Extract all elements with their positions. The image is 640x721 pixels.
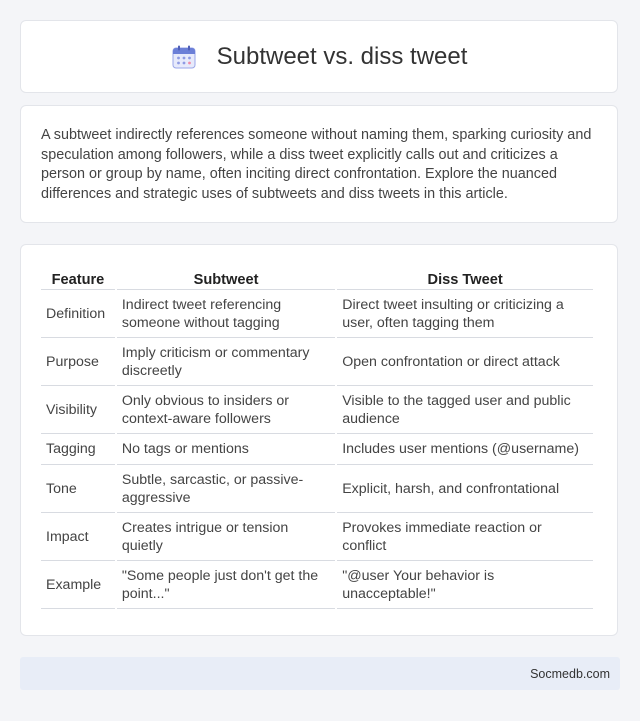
table-header-row — [41, 267, 593, 290]
row-diss-tweet: "@user Your behavior is unacceptable!" — [337, 561, 593, 609]
table-row — [41, 513, 593, 561]
row-feature: Definition — [41, 290, 115, 338]
header-feature: Feature — [41, 267, 115, 290]
row-diss-tweet: Provokes immediate reaction or conflict — [337, 513, 593, 561]
row-feature: Tone — [41, 465, 115, 513]
header-diss-tweet: Diss Tweet — [337, 267, 593, 290]
footer-site-link[interactable]: Socmedb.com — [530, 666, 610, 681]
row-feature: Visibility — [41, 386, 115, 434]
footer-bar — [20, 657, 620, 690]
row-diss-tweet: Direct tweet insulting or criticizing a user, often tagging them — [337, 290, 593, 338]
row-subtweet: Subtle, sarcastic, or passive-aggressive — [117, 465, 335, 513]
table-row — [41, 338, 593, 386]
page-title: Subtweet vs. diss tweet — [216, 42, 468, 70]
row-subtweet: "Some people just don't get the point..." — [117, 561, 335, 609]
row-subtweet: Only obvious to insiders or context-aware followers — [117, 386, 335, 434]
row-diss-tweet: Visible to the tagged user and public audience — [337, 386, 593, 434]
table-row — [41, 290, 593, 338]
row-diss-tweet: Explicit, harsh, and confrontational — [337, 465, 593, 513]
calendar-icon — [171, 44, 197, 70]
row-subtweet: Creates intrigue or tension quietly — [117, 513, 335, 561]
row-feature: Example — [41, 561, 115, 609]
row-subtweet: Indirect tweet referencing someone without tagging — [117, 290, 335, 338]
row-diss-tweet: Includes user mentions (@username) — [337, 434, 593, 465]
header-subtweet: Subtweet — [117, 267, 335, 290]
table-row — [41, 465, 593, 513]
table-row — [41, 561, 593, 609]
table-row — [41, 434, 593, 465]
intro-paragraph: A subtweet indirectly references someone without naming them, sparking curiosity and speculation among followers, while a diss tweet explicitly calls out and criticizes a person or group by name, often inciting direct confrontation. Explore the nuanced differences and strategic uses of subtweets and diss tweets in this article. — [41, 127, 592, 202]
comparison-table — [39, 267, 595, 609]
row-subtweet: No tags or mentions — [117, 434, 335, 465]
row-diss-tweet: Open confrontation or direct attack — [337, 338, 593, 386]
intro-card — [20, 105, 618, 223]
row-subtweet: Imply criticism or commentary discreetly — [117, 338, 335, 386]
row-feature: Purpose — [41, 338, 115, 386]
row-feature: Tagging — [41, 434, 115, 465]
comparison-card — [20, 244, 618, 636]
title-card — [20, 20, 618, 93]
row-feature: Impact — [41, 513, 115, 561]
table-row — [41, 386, 593, 434]
